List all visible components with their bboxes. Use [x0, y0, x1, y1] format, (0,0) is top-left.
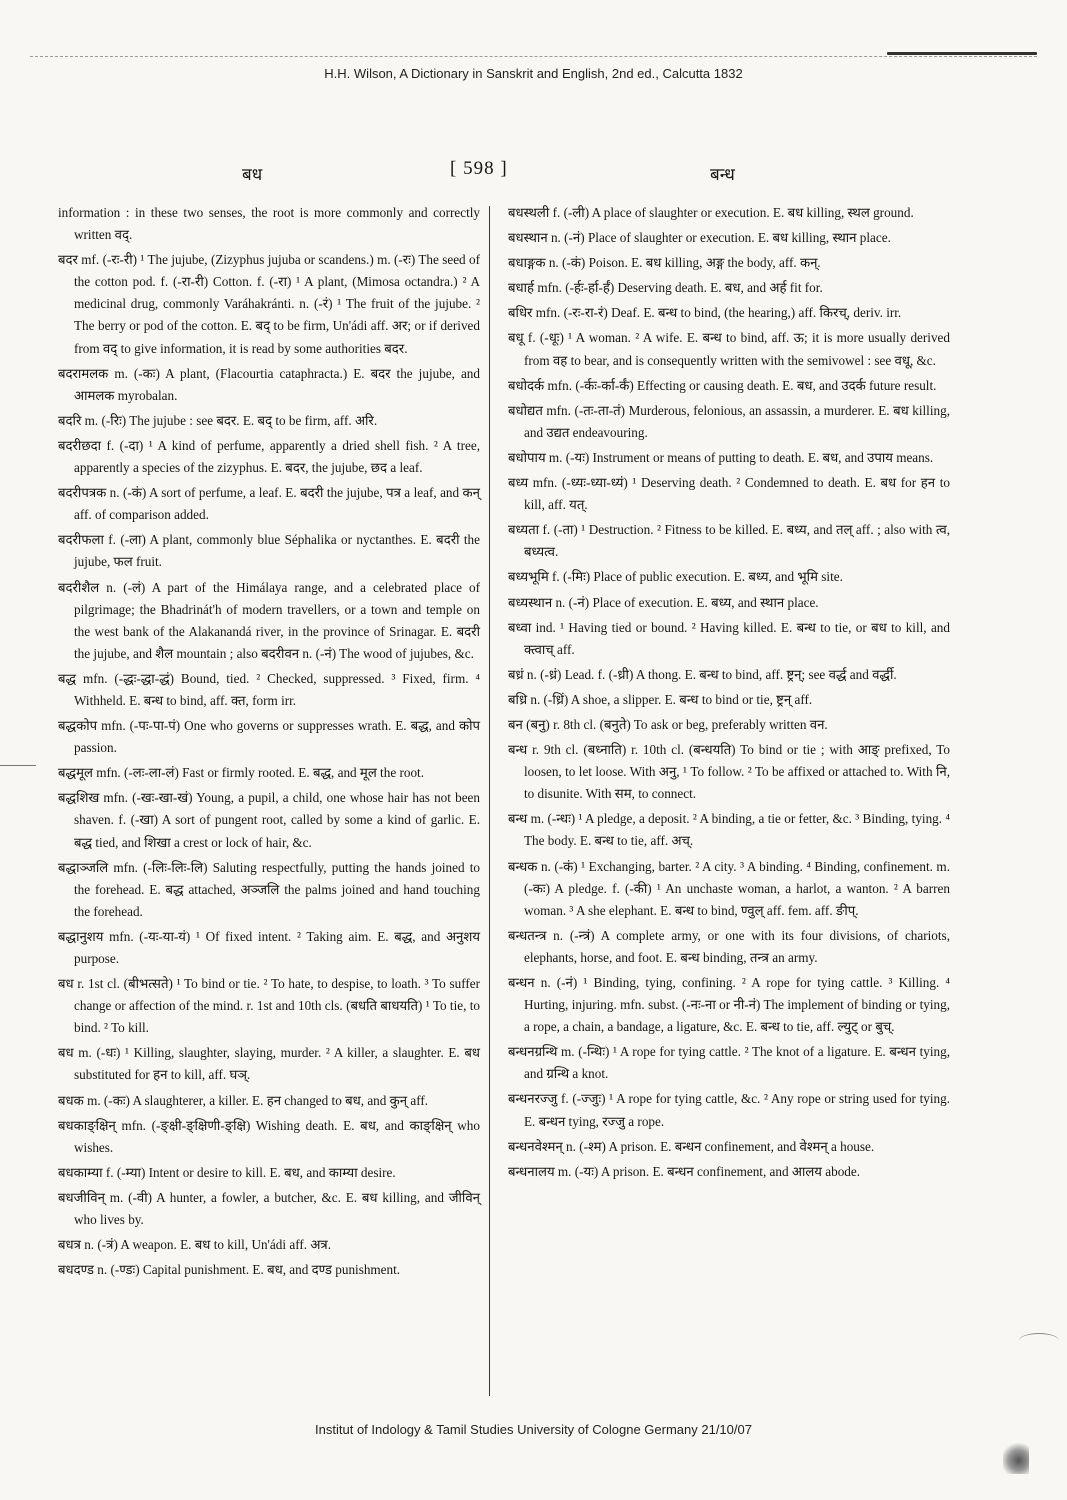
dictionary-entry: बदरीछदा f. (-दा) ¹ A kind of perfume, apparently a dried shell fish. ² A tree, apparently a species of the zizyphus. E. बदर, the jujube, छद a leaf.: [58, 437, 480, 476]
dictionary-entry: बधकाङ्क्षिन् mfn. (-ङ्क्षी-ङ्क्षिणी-ङ्क्षि) Wishing death. E. बध, and काङ्क्षिन् who wishes.: [58, 1117, 480, 1155]
dictionary-entry: बदरामलक m. (-कः) A plant, (Flacourtia cataphracta.) E. बदर the jujube, and आमलक myrobalan.: [58, 365, 480, 403]
dictionary-entry: बन्ध m. (-न्धः) ¹ A pledge, a deposit. ² A binding, a tie or fetter, &c. ³ Binding, tying. ⁴ The body. E. बन्ध to tie, aff. अच्.: [508, 811, 950, 849]
dictionary-entry: बधाङ्गक n. (-कं) Poison. E. बध killing, अङ्ग the body, aff. कन्.: [508, 255, 821, 271]
dictionary-entry: बधस्थान n. (-नं) Place of slaughter or execution. E. बध killing, स्थान place.: [508, 230, 891, 246]
dictionary-entry: बधत्र n. (-त्रं) A weapon. E. बध to kill, Un'ádi aff. अत्र.: [58, 1237, 331, 1253]
dictionary-entry: बन्धनवेश्मन् n. (-श्म) A prison. E. बन्धन confinement, and वेश्मन् a house.: [508, 1138, 875, 1154]
left-column: [58, 202, 480, 1284]
dictionary-entry: बधदण्ड n. (-ण्डः) Capital punishment. E. बध, and दण्ड punishment.: [58, 1262, 401, 1278]
dictionary-entry: बध्यस्थान n. (-नं) Place of execution. E. बध्य, and स्थान place.: [508, 594, 819, 610]
source-caption: H.H. Wilson, A Dictionary in Sanskrit and English, 2nd ed., Calcutta 1832: [324, 66, 743, 81]
page-number: [ 598 ]: [450, 158, 508, 179]
dictionary-entry: बदरीशैल n. (-लं) A part of the Himálaya range, and a celebrated place of pilgrimage; the Bhadrinát'h of modern travellers, or a town and temple on the west bank of the Alakanandá river, in the province of Srinagar. E. बदरी the jujube, and शैल mountain ; also बदरीवन n. (-नं) The wood of jujubes, &c.: [58, 579, 480, 661]
dictionary-entry: बद्धशिख mfn. (-खः-खा-खं) Young, a pupil, a child, one whose hair has not been shaven. f. (-खा) A sort of pungent root, called by some a kind of garlic. E. बद्ध tied, and शिखा a crest or lock of hair, &c.: [58, 790, 480, 850]
margin-mark: [1019, 1333, 1059, 1348]
dictionary-entry: बधोदर्क mfn. (-र्कः-र्का-र्कं) Effecting or causing death. E. बध, and उदर्क future result.: [508, 377, 937, 393]
running-headword-right: बन्ध: [710, 165, 735, 184]
dictionary-entry: बदर mf. (-रः-री) ¹ The jujube, (Zizyphus jujuba or scandens.) m. (-रः) The seed of the cotton pod. f. (-रा-री) Cotton. f. (-रा) ¹ A plant, (Mimosa octandra.) ² A medicinal drug, commonly Varáhakránti. n. (-रं) ¹ The fruit of the jujube. ² The berry or pod of the cotton. E. बद् to be firm, Un'ádi aff. अर; or if derived from वद् to give information, it is read by some authorities बदर.: [58, 252, 480, 356]
dictionary-entry: बद्धाञ्जलि mfn. (-लिः-लिः-लि) Saluting respectfully, putting the hands joined to the forehead. E. बद्ध attached, अञ्जलि the palms joined and hand touching the forehead.: [58, 859, 480, 919]
dictionary-entry: बध r. 1st cl. (बीभत्सते) ¹ To bind or tie. ² To hate, to despise, to loath. ³ To suffer change or affection of the mind. r. 1st and 10th cls. (बधति बाधयति) ¹ To tie, to bind. ² To kill.: [58, 976, 480, 1036]
page-header: [60, 158, 960, 188]
top-rule-mark: [887, 52, 1037, 55]
dictionary-entry: बन्धतन्त्र n. (-न्त्रं) A complete army, or one with its four divisions, of chariots, elephants, horse, and foot. E. बन्ध binding, तन्त्र an army.: [508, 927, 950, 965]
column-divider: [489, 206, 490, 1396]
dictionary-entry: बदरीफला f. (-ला) A plant, commonly blue Séphalika or nyctanthes. E. बदरी the jujube, फल fruit.: [58, 532, 480, 570]
dictionary-entry: बधिर mfn. (-रः-रा-रं) Deaf. E. बन्ध to bind, (the hearing,) aff. किरच्, deriv. irr.: [508, 305, 902, 321]
dictionary-entry: बन (बनु) r. 8th cl. (बनुते) To ask or beg, preferably written वन.: [508, 716, 828, 732]
right-column: [508, 202, 950, 1186]
dictionary-entry: बदरि m. (-रिः) The jujube : see बदर. E. बद् to be firm, aff. अरि.: [58, 412, 378, 428]
dictionary-entry: बद्ध mfn. (-द्धः-द्धा-द्धं) Bound, tied. ² Checked, suppressed. ³ Fixed, firm. ⁴ Withheld. E. बन्ध to bind, aff. क्त, form irr.: [58, 670, 480, 708]
dictionary-entry: बध्वा ind. ¹ Having tied or bound. ² Having killed. E. बन्ध to tie, or बध to kill, and क्त्वाच् aff.: [508, 619, 950, 657]
dictionary-entry: बधजीविन् m. (-वी) A hunter, a fowler, a butcher, &c. E. बध killing, and जीविन् who lives by.: [58, 1189, 480, 1228]
dictionary-entry: बधोद्यत mfn. (-तः-ता-तं) Murderous, felonious, an assassin, a murderer. E. बध killing, and उद्यत endeavouring.: [508, 402, 950, 440]
dictionary-entry: बधकाम्या f. (-म्या) Intent or desire to kill. E. बध, and काम्या desire.: [58, 1164, 396, 1180]
dictionary-entry: बधस्थली f. (-ली) A place of slaughter or execution. E. बध killing, स्थल ground.: [508, 205, 914, 220]
dictionary-entry: बधार्ह mfn. (-र्हः-र्हा-र्हं) Deserving death. E. बध, and अर्ह fit for.: [508, 280, 823, 296]
dictionary-entry: बध्यता f. (-ता) ¹ Destruction. ² Fitness to be killed. E. बध्य, and तल् aff. ; also with त्व, बध्यत्व.: [508, 522, 950, 560]
dictionary-entry: बद्धानुशय mfn. (-यः-या-यं) ¹ Of fixed intent. ² Taking aim. E. बद्ध, and अनुशय purpose.: [58, 928, 480, 966]
dictionary-entry: बधोपाय m. (-यः) Instrument or means of putting to death. E. बध, and उपाय means.: [508, 449, 934, 465]
dictionary-entry: बध्यभूमि f. (-मिः) Place of public execution. E. बध्य, and भूमि site.: [508, 569, 843, 585]
dictionary-entry: बध्रं n. (-ध्रं) Lead. f. (-ध्री) A thong. E. बन्ध to bind, aff. ष्ट्रन्; see वर्द्ध and वर्द्धी.: [508, 666, 897, 682]
dictionary-entry: बन्धनग्रन्थि m. (-न्थिः) ¹ A rope for tying cattle. ² The knot of a ligature. E. बन्धन tying, and ग्रन्थि a knot.: [508, 1044, 950, 1082]
top-rule: [30, 56, 1037, 57]
dictionary-entry: information : in these two senses, the root is more commonly and correctly written वद्.: [58, 205, 480, 243]
dictionary-entry: बन्धनालय m. (-यः) A prison. E. बन्धन confinement, and आलय abode.: [508, 1163, 861, 1179]
margin-mark: [0, 765, 36, 766]
dictionary-entry: बन्धनरज्जु f. (-ज्जुः) ¹ A rope for tying cattle, &c. ² Any rope or string used for tying. E. बन्धन tying, रज्जु a rope.: [508, 1091, 950, 1129]
scan-artifact: [1003, 1440, 1029, 1474]
dictionary-entry: बध m. (-धः) ¹ Killing, slaughter, slaying, murder. ² A killer, a slaughter. E. बध substituted for हन to kill, aff. घञ्.: [58, 1045, 480, 1083]
footer-credit: Institut of Indology & Tamil Studies University of Cologne Germany 21/10/07: [315, 1422, 752, 1437]
dictionary-entry: बद्धमूल mfn. (-लः-ला-लं) Fast or firmly rooted. E. बद्ध, and मूल the root.: [58, 765, 425, 781]
dictionary-entry: बध्रि n. (-ध्रिं) A shoe, a slipper. E. बन्ध to bind or tie, ष्ट्रन् aff.: [508, 691, 813, 707]
dictionary-entry: बध्य mfn. (-ध्यः-ध्या-ध्यं) ¹ Deserving death. ² Condemned to death. E. बध for हन to kill, aff. यत्.: [508, 475, 950, 513]
dictionary-entry: बन्धन n. (-नं) ¹ Binding, tying, confining. ² A rope for tying cattle. ³ Killing. ⁴ Hurting, injuring. mfn. subst. (-नः-ना or नी-नं) The implement of binding or tying, a rope, a chain, a bandage, a ligature, &c. E. बन्ध to tie, aff. ल्युट् or बुच्.: [508, 975, 950, 1035]
dictionary-entry: बन्ध r. 9th cl. (बध्नाति) r. 10th cl. (बन्धयति) To bind or tie ; with आङ् prefixed, To loosen, to let loose. With अनु, ¹ To follow. ² To be affixed or attached to. With नि, to disunite. With सम, to connect.: [508, 742, 950, 802]
dictionary-entry: बद्धकोप mfn. (-पः-पा-पं) One who governs or suppresses wrath. E. बद्ध, and कोप passion.: [58, 718, 480, 756]
dictionary-entry: बधू f. (-धूः) ¹ A woman. ² A wife. E. बन्ध to bind, aff. ऊ; it is more usually derived from वह to bear, and is consequently written with the semivowel : see वधू, &c.: [508, 330, 950, 368]
running-headword-left: बध: [242, 165, 263, 184]
dictionary-entry: बधक m. (-कः) A slaughterer, a killer. E. हन changed to बध, and कुन् aff.: [58, 1092, 429, 1108]
dictionary-entry: बन्धक n. (-कं) ¹ Exchanging, barter. ² A city. ³ A binding. ⁴ Binding, confinement. m. (-कः) A pledge. f. (-की) ¹ An unchaste woman, a harlot, a wanton. ² A barren woman. ³ A she elephant. E. बन्ध to bind, ण्वुल् aff. fem. aff. ङीप्.: [508, 858, 950, 918]
dictionary-entry: बदरीपत्रक n. (-कं) A sort of perfume, a leaf. E. बदरी the jujube, पत्र a leaf, and कन् aff. of comparison added.: [58, 485, 480, 523]
